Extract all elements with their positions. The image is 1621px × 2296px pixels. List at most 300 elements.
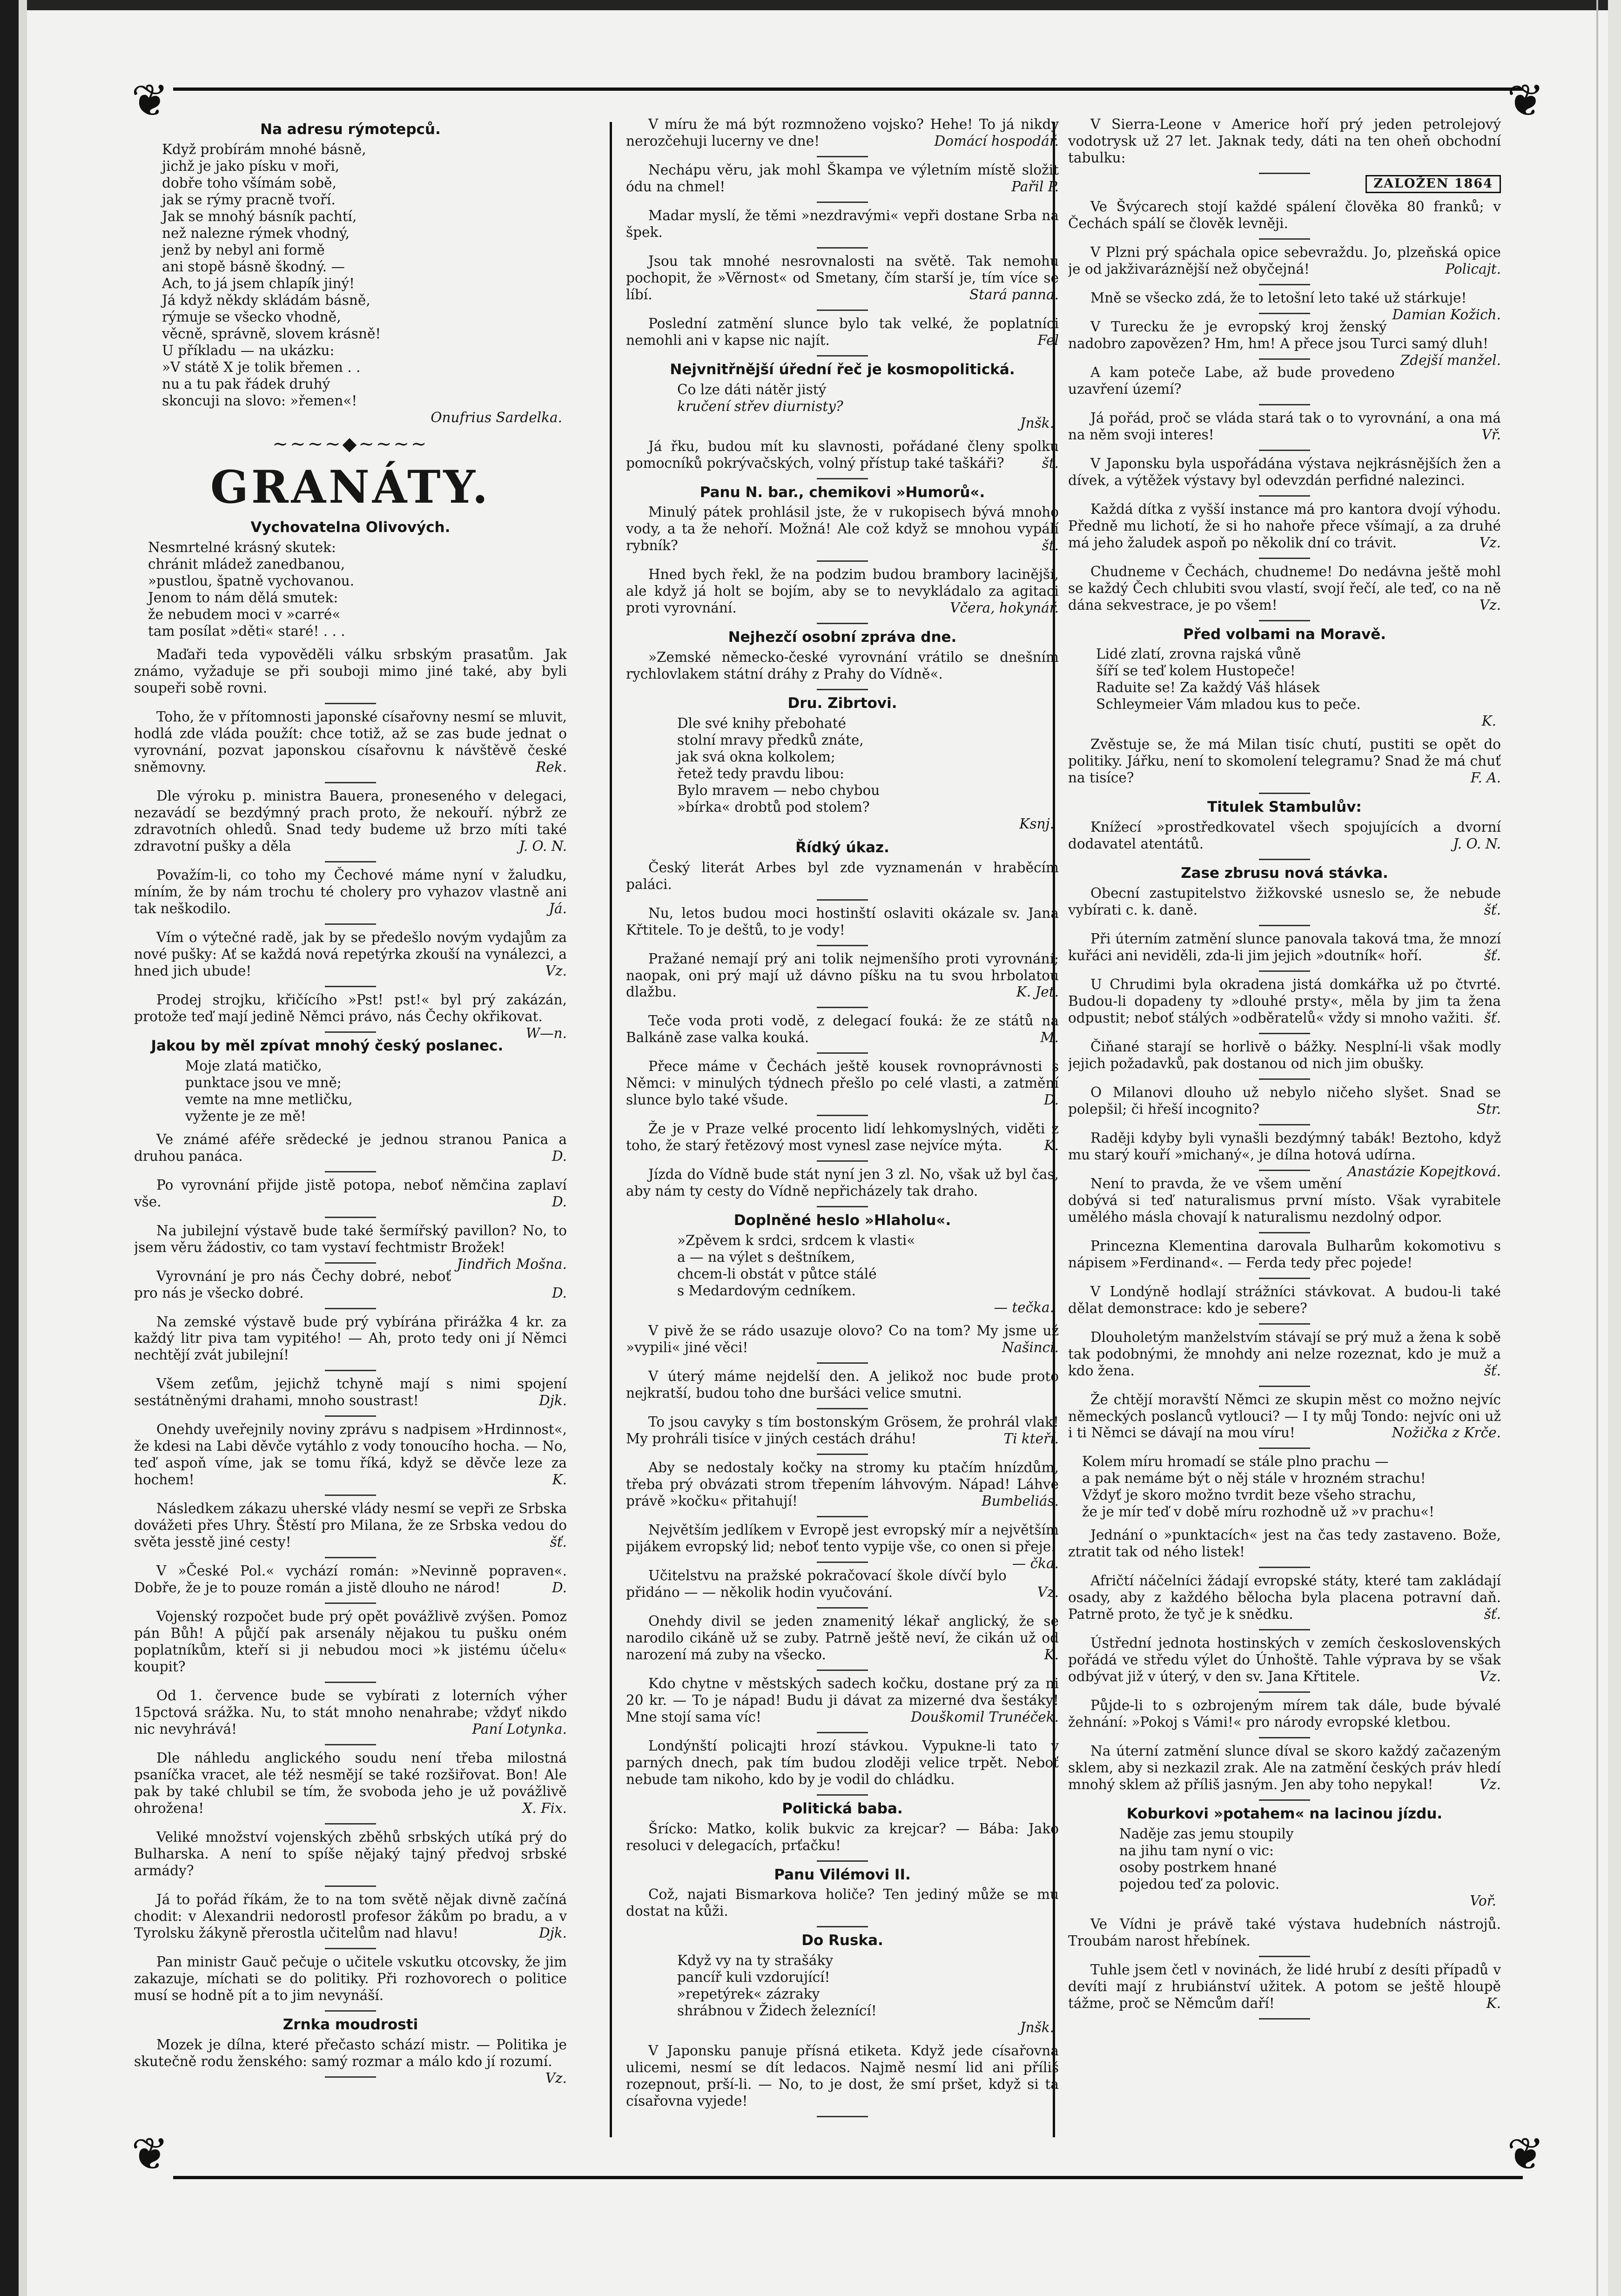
verse-line: chránit mládež zanedbanou, [148,556,345,572]
section-heading: Do Ruska. [801,1932,883,1949]
news-item [626,566,1059,617]
news-item-signature: šť. [1042,538,1059,554]
news-item [1068,410,1501,444]
verse-line: shrábnou v Židech železnící! [677,2003,877,2019]
news-item [134,1688,567,1738]
news-item [1068,1527,1501,1561]
verse-line: a — na výlet s deštníkem, [677,1249,855,1266]
news-item-signature: šť. [1042,455,1059,471]
news-item [626,1613,1059,1663]
news-item-text: Veliké množství vojenských zběhů srbských utíká prý do Bulharska. A není to spíše nějaký tajný předvoj srbské armády? [134,1829,567,1879]
item-divider [817,247,868,249]
corner-ornament-icon: ❦ [1507,74,1545,127]
news-item [1068,976,1501,1027]
signature: Voř. [1470,1892,1496,1909]
item-divider [325,861,376,862]
verse-line: s Medardovým cedníkem. [677,1283,856,1299]
verse-line: Raduite se! Za každý Váš hlásek [1096,680,1320,696]
news-item-signature: K. [552,1472,567,1488]
section-heading: Před volbami na Moravě. [1183,626,1386,643]
item-divider [817,1794,868,1796]
verse [677,382,1059,432]
news-item [134,1954,567,2004]
item-divider [1259,620,1310,621]
news-item-text: Dlouholetým manželstvím stávají se prý muž a žena k sobě tak podobnými, že mnohdy ani nelze rozeznat, kdo je muž a kdo žena. [1068,1329,1501,1379]
item-divider [325,1031,376,1033]
news-item [626,1368,1059,1402]
item-divider [817,1454,868,1455]
news-item-text: V Japonsku byla uspořádána výstava nejkrásnějších žen a dívek, a výtěžek výstavy byl odevzdán perfidné nalezinci. [1068,455,1501,488]
item-divider [325,1262,376,1264]
verse-line: rýmuje se všecko vhodně, [162,309,341,325]
verse [677,1232,1059,1316]
news-item-signature: Policajt. [1445,261,1501,277]
items-list [1068,199,1501,621]
item-divider [817,310,868,311]
news-item-text: V Turecku že je evropský kroj ženský nadobro zapovězen? Hm, hm! A přece jsou Turci samý dluh! [1068,318,1489,351]
news-item [626,2043,1059,2110]
item-divider [817,1160,868,1162]
news-item [626,116,1059,150]
verse-line: Co lze dáti nátěr jistý [677,381,827,397]
news-item [1068,290,1501,323]
verse-line: jichž je jako písku v moři, [162,158,340,174]
items-list [134,646,567,1041]
verse-line: na jihu tam nyní o vic: [1119,1843,1274,1858]
verse-line: Kolem míru hromadí se stále plno prachu — [1082,1454,1389,1470]
scan-edge-top [0,0,1621,10]
news-item-text: Nechápu věru, jak mohl Škampa ve výletním místě složit ódu na chmel! [626,162,1059,195]
news-item-signature: Anastázie Kopejtková. [1347,1163,1501,1179]
news-item-signature: Bumbeliás. [982,1493,1059,1509]
news-item-text: Jsou tak mnohé nesrovnalosti na světě. Tak nemohu pochopit, že »Věrnost« od Smetany, čím starší je, tím více se líbí. [626,253,1059,303]
news-item-signature: Vz. [545,2070,567,2086]
news-item [626,1058,1059,1109]
signature: Jnšk. [1020,2020,1054,2036]
news-item [626,860,1059,893]
news-item-text: Onehdy divil se jeden znamenitý lékař anglický, že se narodilo cikáně už se zuby. Patrně ještě neví, že cikán už od narození má zuby na všecko. [626,1613,1059,1663]
item-divider [325,1823,376,1825]
items-list [1068,116,1501,174]
news-item-text: Učitelstvu na pražské pokračovací škole dívčí bylo přidáno — — několik hodin vyučování. [626,1567,1007,1600]
news-item-text: Poslední zatmění slunce bylo tak velké, že poplatníci nemohli ani v kapse nic najít. [626,315,1059,348]
item-divider [1259,404,1310,405]
item-divider [1259,1629,1310,1630]
section-heading: Nejvnitřnější úřední řeč je kosmopolitická. [670,361,1015,378]
news-item-signature: Já. [549,900,567,916]
news-item [1068,1238,1501,1272]
news-item [134,867,567,917]
section-title: GRANÁTY. [210,461,491,514]
news-item-text: Vím o výtečné radě, jak by se předešlo novým vydajům za nové pušky: Ať se každá nová repetýrka zkouší na vynálezci, a hned jich ubude! [134,929,567,979]
news-item-text: Každá dítka z vyšší instance má pro kantora dvojí výhodu. Předně mu lichotí, že si ho nahoře přece všímají, a za druhé má jeho žaludek aspoň po několik dní co trávit. [1068,501,1501,551]
verse-line: a pak nemáme být o něj stále v hrozném strachu! [1082,1470,1426,1487]
news-item-signature: Paní Lotynka. [472,1721,567,1737]
section-heading: Politická baba. [782,1800,903,1817]
news-item-text: Že chtějí moravští Němci ze skupin měst co možno nejvíc německých poslanců vytlouci? — I ty můj Tondo: nejvíc oni už i ti Němci se dávají na mou víru! [1068,1391,1501,1441]
news-item-text: Nu, letos budou moci hostinští oslaviti okázale sv. Jana Křtitele. To je deštů, to je vody! [626,905,1059,938]
item-divider [325,703,376,704]
news-item-text: V Sierra-Leone v Americe hoří prý jeden petrolejový vodotrysk už 27 let. Jaknak tedy, dáti na ten oheň obchodní tabulku: [1068,116,1501,166]
verse-line: vemte na mne metličku, [185,1091,353,1107]
item-divider [1259,1033,1310,1034]
news-item-text: Pražané nemají prý ani tolik nejmenšího proti vyrovnání; naopak, oni prý mají už dávno píšku na tu svou hrbolatou dlažbu. [626,950,1059,1000]
item-divider [817,1408,868,1409]
item-divider [817,1052,868,1054]
item-divider [1259,1124,1310,1125]
verse-line: U příkladu — na ukázku: [162,342,335,358]
news-item-text: Teče voda proti vodě, z delegací fouká: že ze států na Balkáně zase valka kouká. [626,1013,1059,1046]
news-item-text: Kdo chytne v městských sadech kočku, dostane prý za ni 20 kr. — To je nápad! Budu ji dávat za mizerné dva šestáky! Mne stojí sama víc! [626,1675,1059,1725]
news-item [134,1177,567,1211]
item-divider [817,1926,868,1927]
section-heading: Panu N. bar., chemikovi »Humorů«. [700,484,985,501]
news-item-signature: Damian Kožich. [1392,306,1501,323]
item-divider [325,1557,376,1558]
items-list [626,2043,1059,2117]
news-item [626,1166,1059,1200]
news-item-signature: Rek. [536,759,567,775]
verse-line: tam posílat »děti« staré! . . . [148,623,345,640]
news-item-text: Přece máme v Čechách ještě kousek rovnoprávnosti s Němci: v minulých týdnech přešlo po celé vlasti, a zatmění slunce bylo také všude. [626,1058,1059,1108]
news-item-text: Pan ministr Gauč pečuje o učitele vskutku otcovsky, že jim zakazuje, míchati se do politiky. Při rozhovorech o politice musí se hodně pít a to jim nevynáší. [134,1954,567,2003]
verse-line: Ach, to já jsem chlapík jiný! [162,275,355,291]
news-item [1068,501,1501,552]
items-list [1068,736,1501,794]
item-divider [817,1562,868,1563]
news-item [134,1131,567,1165]
news-item-text: Vyrovnání je pro nás Čechy dobré, neboť pro nás je všecko dobré. [134,1268,451,1301]
item-divider [817,899,868,901]
verse-line: Když vy na ty strašáky [677,1953,834,1969]
news-item [1068,1329,1501,1380]
news-item-text: Na jubilejní výstavě bude také šermířský pavillon? No, to jsem věru žádostiv, co tam vystaví fechtmistr Brožek! [134,1222,567,1255]
news-item-text: Já pořád, proč se vláda stará tak o to vyrovnání, a ona má na něm svoji interes! [1068,410,1501,443]
item-divider [817,560,868,562]
item-divider [1259,238,1310,240]
news-item [626,1738,1059,1788]
news-item-signature: F. A. [1470,770,1501,786]
item-divider [1259,313,1310,314]
news-item [626,1414,1059,1448]
verse-line: věcně, správně, slovem krásně! [162,325,381,342]
news-item-signature: J. O. N. [519,838,567,855]
verse-line: skoncuji na slovo: »řemen«! [162,392,357,409]
news-item-text: Po vyrovnání přijde jistě potopa, neboť němčina zaplaví vše. [134,1177,567,1210]
item-divider [817,156,868,157]
news-item-text: Já to pořád říkám, že to na tom světě nějak divně začíná chodit: v Alexandrii nedorostl profesor žákům po bradu, a v Tyrolsku žákyně přerostla učitelům nad hlavu! [134,1892,567,1941]
verse-line: Moje zlatá matičko, [185,1057,322,1074]
item-divider [1259,1232,1310,1233]
items-list [1068,885,1501,1449]
news-item-signature: Pařil P. [1011,178,1059,195]
news-item-text: V Londýně hodlají strážníci stávkovat. A budou-li také dělat demonstrace: kdo je sebere? [1068,1283,1501,1316]
news-item [134,709,567,776]
news-item-text: Na zemské výstavě bude prý vybírána přirážka 4 kr. za každý litr piva tam vypitého! — Ah, proto tedy oni jí Němci nechtějí zvát jubilejní! [134,1313,567,1363]
news-item-text: Maďaři teda vypověděli válku srbským prasatům. Jak známo, vyžaduje se při souboji mimo jiné také, aby byli soupeři sobě rovni. [134,646,567,696]
news-item [134,1750,567,1817]
item-divider [817,1732,868,1733]
item-divider [1259,925,1310,926]
item-divider [1259,970,1310,972]
signature: K. [1481,713,1496,729]
item-divider [1259,1078,1310,1080]
fold-line [1596,0,1598,2296]
scan-edge-right [1608,0,1621,2296]
verse [1082,1454,1501,1521]
item-divider [325,1370,376,1371]
item-divider [1259,1278,1310,1279]
verse-line: Lidé zlatí, zrovna rajská vůně [1096,646,1301,662]
verse [677,715,1059,833]
news-item-signature: Vz. [1479,597,1501,613]
verse-line: Vždyť je skoro možno tvrdit beze všeho strachu, [1082,1487,1416,1503]
verse-line: »V státě X je tolik břemen . . [162,359,361,375]
news-item-signature: Djk. [538,1393,567,1409]
news-item-text: Není to pravda, že ve všem umění dobývá si teď naturalismus první místo. Však vyrabitele umělého másla chovají k naturalismu nezdolný odpor. [1068,1175,1501,1225]
verse-line: Naděje zas jemu stoupily [1119,1826,1294,1842]
news-item [1068,1573,1501,1623]
verse-line: jenž by nebyl ani formě [162,242,325,258]
news-item [1068,1284,1501,1317]
section-heading: Zrnka moudrosti [282,2016,418,2033]
news-item [134,1892,567,1942]
item-divider [1259,495,1310,497]
verse-line: Dle své knihy přebohaté [677,715,846,731]
item-divider [817,2116,868,2117]
verse-line: Jenom to nám dělá smutek: [148,590,338,606]
news-item [1068,564,1501,614]
news-item-text: A kam poteče Labe, až bude provedeno uzavření území? [1068,364,1395,397]
news-item [1068,885,1501,919]
news-item [1068,1176,1501,1226]
founded-box: ZALOŽEN 1864 [1365,175,1501,193]
item-divider [817,1670,868,1671]
news-item [626,504,1059,554]
verse-line: Bylo mravem — nebo chybou [677,782,880,798]
news-item [626,1522,1059,1571]
item-divider [817,623,868,624]
news-item-text: V úterý máme nejdelší den. A jelikož noc bude proto nejkratší, budou toho dne buršáci velice smutni. [626,1368,1059,1401]
verse-line: že nebudem moci v »carré« [148,606,341,623]
items-list [134,2036,567,2086]
news-item-text: Raději kdyby byli vynašli bezdýmný tabák! Beztoho, když mu starý kouří »michaný«, je dílna hotová udírna. [1068,1130,1501,1163]
verse-line: jak svá okna kolkolem; [677,748,835,765]
news-item-text: Mně se všecko zdá, že to letošní leto také už stárkuje! [1090,290,1467,306]
news-item-signature: šť. [1484,947,1501,963]
item-divider [1259,859,1310,860]
poem-signature: Onufrius Sardelka. [430,409,562,425]
item-divider [1259,1956,1310,1957]
news-item-signature: D. [552,1193,567,1210]
item-divider [817,689,868,690]
news-item [1068,1130,1501,1179]
item-divider [1259,558,1310,559]
news-item-text: Toho, že v přítomnosti japonské císařovny nesmí se mluvit, hodlá zde vláda použít: chce totiž, až se zas bude jednat o vyrovnání, pozvat japonskou císařovnu k návštěvě české sněmovny. [134,709,567,775]
news-item [1068,1635,1501,1685]
news-item [134,1501,567,1551]
verse [185,1058,567,1125]
news-item-signature: Nožička z Krče. [1392,1425,1501,1441]
news-item-text: Jednání o »punktacích« jest na čas tedy zastaveno. Bože, ztratit tak od ného listek! [1068,1527,1501,1560]
news-item [626,208,1059,241]
signature: — tečka. [994,1299,1054,1316]
news-item-text: »Zemské německo-české vyrovnání vrátilo se dnešním rychlovlakem státní dráhy z Prahy do Vídně«. [626,649,1059,682]
news-item [626,951,1059,1001]
items-list [1068,819,1501,860]
news-item-text: Český literát Arbes byl zde vyznamenán v hraběcím paláci. [626,859,1059,892]
verse-line: Jak se mnohý básník pachtí, [162,208,357,224]
news-item-text: Následkem zákazu uherské vlády nesmí se vepři ze Srbska dovážeti přes Uhry. Štěstí pro Milana, že ze Srbska vedou do světa jesstě jiné cesty! [134,1501,567,1550]
item-divider [817,478,868,479]
items-list [1068,1916,1501,2020]
verse-line: že je mír teď v době míru rozhodně už »v prachu«! [1082,1504,1435,1520]
news-item-text: V Japonsku panuje přísná etiketa. Když jede císařovna ulicemi, nesmí se dít ledacos. Najmě nesmí lid ani příliš rozepnout, prší-li. — No, to je dost, že smí pršet, když si ta císařovna vyjede! [626,2043,1059,2109]
news-item [134,1563,567,1596]
news-item-text: Obecní zastupitelstvo žižkovské usneslo se, že nebude vybírati c. k. daně. [1068,885,1501,918]
news-item [626,1013,1059,1046]
news-item-text: Na úterní zatmění slunce díval se skoro každý začazeným sklem, aby si nezkazil zrak. Ale na zatmění českých práv hledí mnohý sklem až příliš jasným. Jen aby toho nepykal! [1068,1743,1501,1793]
section-heading: Doplněné heslo »Hlaholu«. [733,1212,951,1229]
verse [148,539,567,640]
item-divider [325,1948,376,1949]
item-divider [1259,284,1310,285]
news-item [1068,931,1501,964]
news-item-signature: šť. [1484,1010,1501,1026]
item-divider [817,1115,868,1116]
news-item-text: V Plzni prý spáchala opice sebevraždu. Jo, plzeňská opice je od jakživaráznější než obyčejná! [1068,244,1501,277]
news-item-signature: šť. [1484,1606,1501,1623]
section-heading: Koburkovi »potahem« na lacinou jízdu. [1126,1805,1443,1823]
news-item [1068,199,1501,232]
item-divider [1259,1170,1310,1171]
items-list [626,1323,1059,1796]
verse-line: osoby postrkem hnané [1119,1859,1277,1875]
news-item [134,1222,567,1272]
verse-line: Nesmrtelné krásný skutek: [148,539,336,556]
items-list [1068,1527,1501,1801]
news-item [134,788,567,855]
item-divider [1259,450,1310,451]
items-list [626,438,1059,479]
item-divider [325,986,376,987]
news-item [626,162,1059,195]
news-item-signature: D. [552,1580,567,1596]
news-item [1068,1916,1501,1950]
news-item-signature: K. [1044,1646,1059,1663]
verse-line: vyžente je ze mě! [185,1108,306,1124]
verse-line: než nalezne rýmek vhodný, [162,225,350,241]
item-divider [1259,793,1310,794]
section-heading: Zase zbrusu nová stávka. [1181,865,1388,882]
news-item-signature: Douškomil Trunéček. [911,1709,1059,1725]
news-item [626,1886,1059,1920]
news-item-signature: Djk. [538,1925,567,1941]
news-item-signature: M. [1040,1030,1059,1046]
verse-line: »Zpěvem k srdci, srdcem k vlasti« [677,1232,915,1249]
item-divider [325,1682,376,1683]
verse-line: stolní mravy předků znáte, [677,732,864,748]
news-item-signature: Str. [1476,1101,1501,1117]
news-item-signature: Domácí hospodář. [934,133,1059,149]
news-item [134,1829,567,1879]
news-item [626,905,1059,939]
item-divider [325,1415,376,1417]
verse-line: ani stopě básně škodný. — [162,258,345,275]
news-item [1068,1962,1501,2012]
item-divider [817,202,868,203]
news-item-signature: X. Fix. [522,1800,567,1817]
item-divider [817,945,868,946]
corner-ornament-icon: ❦ [1507,2128,1545,2180]
item-divider [817,1362,868,1364]
news-item-text: Zvěstuje se, že má Milan tisíc chutí, pustiti se opět do politiky. Jářku, není to skomolení telegramu? Snad že má chuť na tisíce? [1068,736,1501,786]
news-item-signature: Vz. [1479,1777,1501,1793]
items-list [626,116,1059,357]
news-item-signature: Včera, hokynář. [950,600,1059,616]
news-item [134,991,567,1041]
news-item-text: Půjde-li to s ozbrojeným mírem tak dále, bude bývalé žehnání: »Pokoj s Vámi!« pro národy evropské kletbou. [1068,1697,1501,1730]
news-item [626,1121,1059,1154]
news-item-signature: Fel [1037,332,1059,348]
news-item [1068,364,1501,398]
item-divider [325,1885,376,1887]
news-item-text: Považím-li, co toho my Čechové máme nyní v žaludku, míním, že by nám trochu té cholery pro vyhazov vlastně ani tak neškodilo. [134,867,567,916]
news-item-signature: — čka. [1012,1555,1059,1571]
news-item-text: Prodej strojku, křičícího »Pst! pst!« byl prý zakázán, protože teď mají jedině Němci právo, nás Čechy okřikovat. [134,991,567,1024]
news-item [134,929,567,980]
news-item [1068,1743,1501,1793]
news-item-signature: W—n. [525,1025,567,1041]
news-item [626,1821,1059,1854]
news-item-text: Knížecí »prostředkovatel všech spojujících a dvorní dodavatel atentátů. [1068,819,1501,852]
news-item-text: Princezna Klementina darovala Bulharům kokomotivu s nápisem »Ferdinand«. — Ferda tedy přec pojede! [1068,1238,1501,1271]
items-list [626,1886,1059,1927]
news-item-signature: šť. [550,1534,567,1550]
verse-line: Když probírám mnohé básně, [162,141,366,157]
news-item-text: Od 1. července bude se vybírati z loterních výher 15pctová srážka. Nu, to stát mnoho nenahrabe; vždyť nikdo nic nevyhrává! [134,1688,567,1737]
column-2 [626,116,1059,2164]
news-item-text: Což, najati Bismarkova holiče? Ten jediný může se mu dostat na kůži. [626,1886,1059,1919]
news-item-text: Tuhle jsem četl v novinách, že lidé hrubí z desíti případů v devíti mají z hrubiánství užitek. A potom se ještě hloupě tážme, proč se Němcům daří! [1068,1961,1501,2011]
news-item [626,1676,1059,1726]
item-divider [1259,358,1310,360]
poem [162,141,567,426]
verse [1119,1826,1501,1910]
news-item-signature: K. [1044,1138,1059,1154]
verse-line: pojedou teď za polovic. [1119,1876,1280,1892]
news-item-text: Největším jedlíkem v Evropě jest evropský mír a největším pijákem evropský lid; neboť tento vypije vše, co onen si přeje. [626,1522,1059,1555]
item-divider [817,355,868,357]
corner-ornament-icon: ❦ [131,2128,169,2180]
item-divider [1259,1799,1310,1801]
column-1 [134,116,567,2164]
news-item [626,1568,1059,1601]
news-item [1068,1697,1501,1731]
column-3 [1068,116,1501,2164]
news-item [1068,1084,1501,1118]
item-divider [1259,1323,1310,1325]
news-item [134,1609,567,1676]
item-divider [325,2076,376,2078]
news-item-signature: šť. [1484,1362,1501,1379]
news-item [134,1268,567,1302]
signature: Jnšk. [1020,415,1054,431]
news-item [134,2036,567,2086]
verse [677,1953,1059,2036]
news-item-signature: Vz. [1037,1584,1059,1600]
news-item-text: Chudneme v Čechách, chudneme! Do nedávna ještě mohl se každý Čech chlubiti svou vlastí, svojí řečí, ale teď, co na ně dána sekvestrace, je po všem! [1068,563,1501,613]
